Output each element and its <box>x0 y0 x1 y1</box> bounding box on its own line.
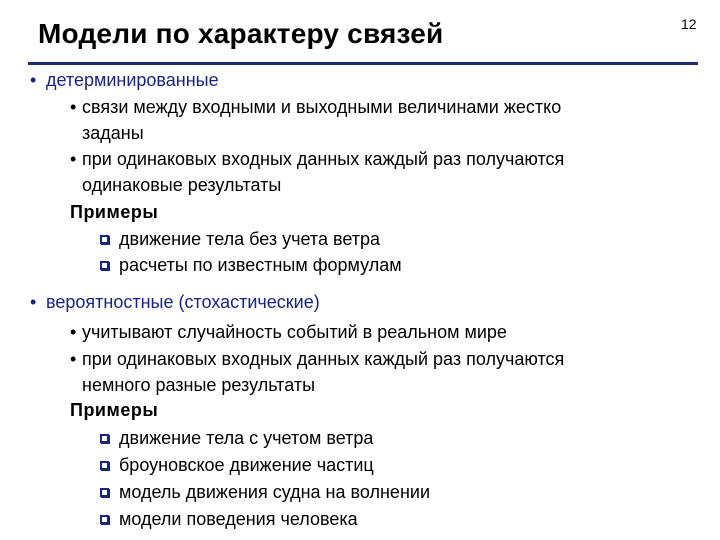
example-item <box>100 226 380 252</box>
examples-label: Примеры <box>70 202 159 222</box>
slide-number: 12 <box>681 16 697 32</box>
example-text: модели поведения человека <box>119 509 358 529</box>
list-item <box>70 94 561 120</box>
checkbox-bullet-icon <box>100 235 109 244</box>
checkbox-bullet-icon <box>100 261 109 270</box>
examples-label: Примеры <box>70 400 159 420</box>
bullet-icon: • <box>70 322 77 342</box>
section-deterministic <box>30 70 219 91</box>
example-text: движение тела без учета ветра <box>119 229 381 249</box>
bullet-continuation: одинаковые результаты <box>82 175 282 195</box>
section-heading: детерминированные <box>46 70 219 90</box>
checkbox-bullet-icon <box>100 515 109 524</box>
checkbox-bullet-icon <box>100 434 109 443</box>
bullet-icon: • <box>30 292 37 312</box>
bullet-text: при одинаковых входных данных каждый раз получаются <box>82 149 565 169</box>
slide-title: Модели по характеру связей <box>38 18 444 49</box>
example-item <box>100 506 358 532</box>
bullet-continuation: заданы <box>82 123 144 143</box>
list-item <box>70 346 564 372</box>
example-text: расчеты по известным формулам <box>119 255 402 275</box>
bullet-icon: • <box>70 149 77 169</box>
bullet-continuation: немного разные результаты <box>82 375 316 395</box>
bullet-icon: • <box>70 349 77 369</box>
example-text: движение тела с учетом ветра <box>119 428 374 448</box>
example-item <box>100 479 430 505</box>
bullet-text: при одинаковых входных данных каждый раз получаются <box>82 349 565 369</box>
title-divider <box>28 62 698 65</box>
list-item <box>70 146 564 172</box>
checkbox-bullet-icon <box>100 461 109 470</box>
bullet-icon: • <box>30 70 37 90</box>
section-heading: вероятностные (стохастические) <box>46 292 320 312</box>
example-text: модель движения судна на волнении <box>119 482 430 502</box>
bullet-icon: • <box>70 97 77 117</box>
checkbox-bullet-icon <box>100 488 109 497</box>
example-text: броуновское движение частиц <box>119 455 374 475</box>
example-item <box>100 252 402 278</box>
section-stochastic <box>30 292 320 313</box>
example-item <box>100 425 373 451</box>
bullet-text: учитывают случайность событий в реальном мире <box>82 322 507 342</box>
list-item <box>70 319 507 345</box>
bullet-text: связи между входными и выходными величинами жестко <box>82 97 562 117</box>
example-item <box>100 452 374 478</box>
